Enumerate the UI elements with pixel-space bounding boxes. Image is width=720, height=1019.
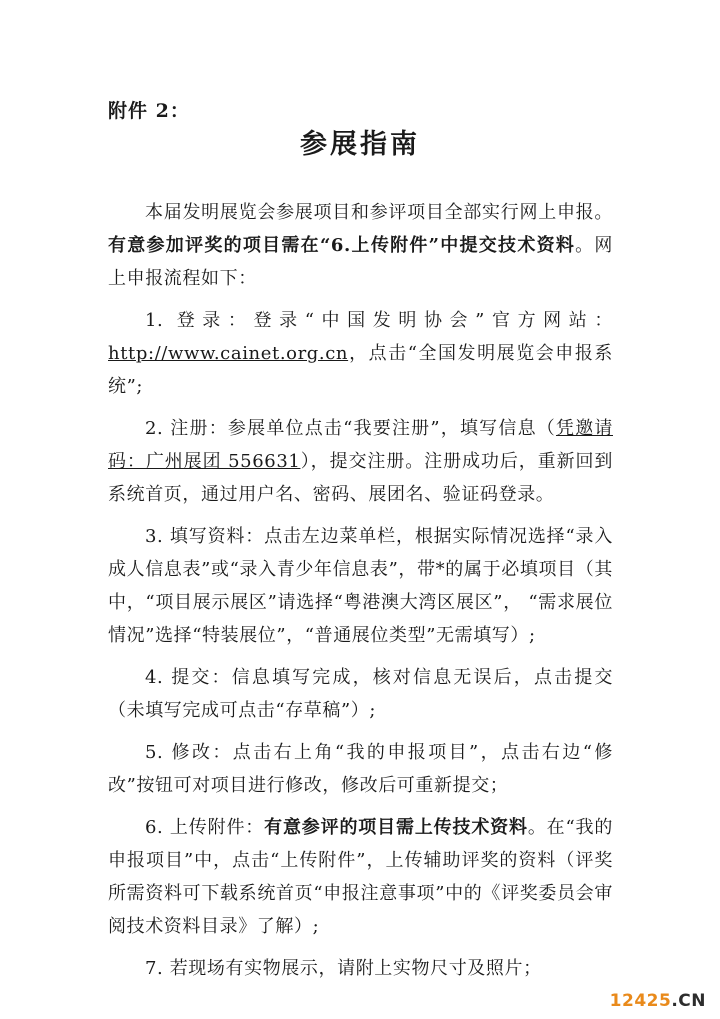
page-title: 参展指南 <box>300 129 420 160</box>
attachment-label: 附件 2： <box>108 100 190 122</box>
intro-text-end: 。网上申报流程如下： <box>108 235 613 289</box>
step-6-text: 6. 上传附件： <box>145 817 265 838</box>
step-6-bold-note: 有意参评的项目需上传技术资料 <box>264 817 528 838</box>
intro-bold-note: 有意参加评奖的项目需在“6.上传附件”中提交技术资料 <box>108 235 576 256</box>
step-1-login <box>108 304 613 403</box>
step-2-text-end: ），提交注册。注册成功后，重新回到系统首页，通过用户名、密码、展团名、验证码登录。 <box>108 451 614 505</box>
invite-code: 凭邀请码：广州展团 556631 <box>108 418 613 472</box>
intro-paragraph <box>108 196 613 295</box>
step-5-modify: 5. 修改：点击右上角“我的申报项目”，点击右边“修改”按钮可对项目进行修改，修改后可重新提交； <box>108 742 613 796</box>
step-7-exhibit: 7. 若现场有实物展示，请附上实物尺寸及照片； <box>145 958 542 979</box>
step-4-submit: 4. 提交：信息填写完成，核对信息无误后，点击提交（未填写完成可点击“存草稿”）; <box>108 667 613 721</box>
site-watermark <box>610 991 706 1011</box>
step-2-text: 2. 注册：参展单位点击“我要注册”，填写信息（ <box>145 418 556 439</box>
step-6-text-end: 。在“我的申报项目”中，点击“上传附件”，上传辅助评奖的资料（评奖所需资料可下载系统首页“申报注意事项”中的《评奖委员会审阅技术资料目录》了解）; <box>108 817 613 937</box>
website-link[interactable]: http://www.cainet.org.cn <box>108 343 349 364</box>
step-1-text-end: ，点击“全国发明展览会申报系统”; <box>108 343 613 397</box>
intro-text: 本届发明展览会参展项目和参评项目全部实行网上申报。 <box>145 202 613 223</box>
watermark-number: 12425 <box>609 991 672 1011</box>
watermark-domain: .CN <box>671 991 706 1011</box>
step-3-fill-info: 3. 填写资料：点击左边菜单栏，根据实际情况选择“录入成人信息表”或“录入青少年信息表”，带*的属于必填项目（其中，“项目展示展区”请选择“粤港澳大湾区展区”， “需求展位情况”选择“特装展位”，“普通展位类型”无需填写）; <box>108 526 613 646</box>
step-6-upload <box>108 811 613 943</box>
document-body <box>108 196 613 985</box>
step-1-text: 1. 登录：登录“中国发明协会”官方网站： <box>145 310 613 331</box>
step-2-register <box>108 412 613 511</box>
